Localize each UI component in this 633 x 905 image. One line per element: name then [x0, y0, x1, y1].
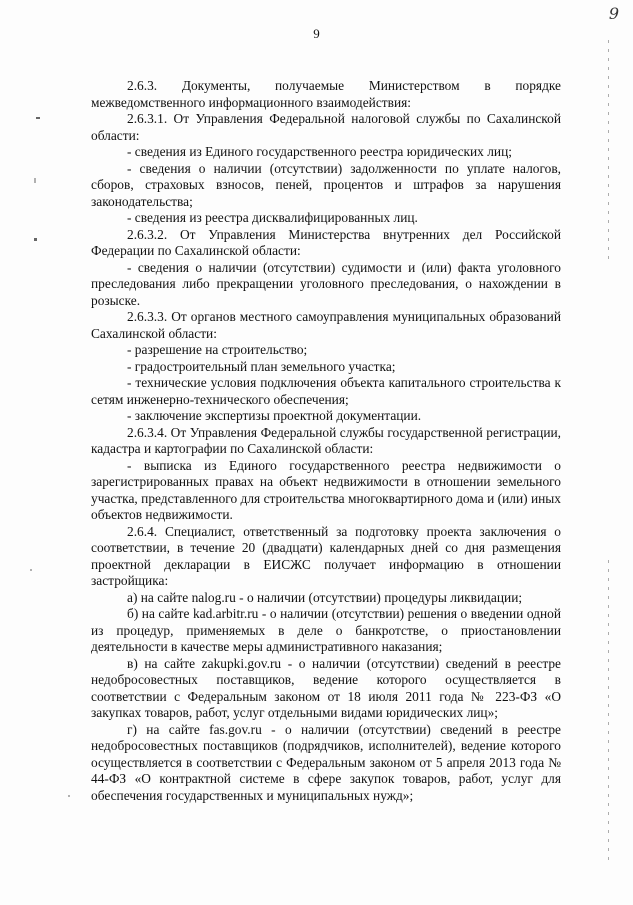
- paragraph: б) на сайте kad.arbitr.ru - о наличии (отсутствии) решения о введении одной из процедур, применяемых в деле о банкротстве, о приостановлении деятельности в качестве меры административного наказания;: [91, 606, 561, 654]
- document-body: [91, 78, 561, 804]
- paragraph: в) на сайте zakupki.gov.ru - о наличии (отсутствии) сведений в реестре недобросовестных поставщиков, ведение которого осуществляется в соответствии с Федеральным законом от 18 июля 2011 года № 223-ФЗ «О закупках товаров, работ, услуг отдельными видами юридических лиц»;: [91, 655, 561, 720]
- paragraph: 2.6.3. Документы, получаемые Министерством в порядке межведомственного информационного взаимодействия:: [91, 78, 561, 110]
- paragraph: г) на сайте fas.gov.ru - о наличии (отсутствии) сведений в реестре недобросовестных поставщиков (подрядчиков, исполнителей), ведение которого осуществляется в соответствии с Федеральным законом от 5 апреля 2013 года № 44-ФЗ «О контрактной системе в сфере закупок товаров, работ, услуг для обеспечения государственных и муниципальных нужд»;: [91, 721, 561, 803]
- scan-edge: [608, 560, 609, 860]
- handwritten-page-number: 9: [608, 4, 619, 23]
- paragraph: - выписка из Единого государственного реестра недвижимости о зарегистрированных правах на объект недвижимости в отношении земельного участка, представленного для строительства многоквартирного дома и (или) иных объектов недвижимости.: [91, 457, 561, 522]
- scan-mark: [34, 178, 36, 183]
- paragraph: 2.6.3.2. От Управления Министерства внутренних дел Российской Федерации по Сахалинской области:: [91, 226, 561, 258]
- paragraph: 2.6.3.1. От Управления Федеральной налоговой службы по Сахалинской области:: [91, 111, 561, 143]
- page-number: 9: [313, 26, 320, 41]
- paragraph: - сведения из реестра дисквалифицированных лиц.: [127, 210, 418, 225]
- paragraph: - заключение экспертизы проектной документации.: [127, 408, 422, 423]
- scan-mark: [30, 569, 32, 571]
- paragraph: 2.6.4. Специалист, ответственный за подготовку проекта заключения о соответствии, в течение 20 (двадцати) календарных дней со дня размещения проектной декларации в ЕИСЖС получает информацию в отношении застройщика:: [91, 523, 561, 588]
- paragraph: - градостроительный план земельного участка;: [127, 358, 396, 374]
- scan-mark: [36, 117, 40, 119]
- scan-mark: [68, 795, 70, 797]
- paragraph: а) на сайте nalog.ru - о наличии (отсутствии) процедуры ликвидации;: [127, 589, 523, 605]
- scan-mark: [34, 238, 37, 241]
- paragraph: - технические условия подключения объекта капитального строительства к сетям инженерно-технического обеспечения;: [91, 375, 561, 407]
- paragraph: - сведения о наличии (отсутствии) судимости и (или) факта уголовного преследования либо прекращении уголовного преследования, о нахождении в розыске.: [91, 259, 561, 308]
- scan-edge: [608, 40, 609, 260]
- paragraph: - сведения из Единого государственного реестра юридических лиц;: [127, 144, 512, 159]
- paragraph: 2.6.3.4. От Управления Федеральной службы государственной регистрации, кадастра и картографии по Сахалинской области:: [91, 424, 561, 456]
- paragraph: - сведения о наличии (отсутствии) задолженности по уплате налогов, сборов, страховых взносов, пеней, процентов и штрафов за нарушения законодательства;: [91, 160, 561, 209]
- paragraph: - разрешение на строительство;: [127, 342, 308, 357]
- paragraph: 2.6.3.3. От органов местного самоуправления муниципальных образований Сахалинской области:: [91, 309, 561, 341]
